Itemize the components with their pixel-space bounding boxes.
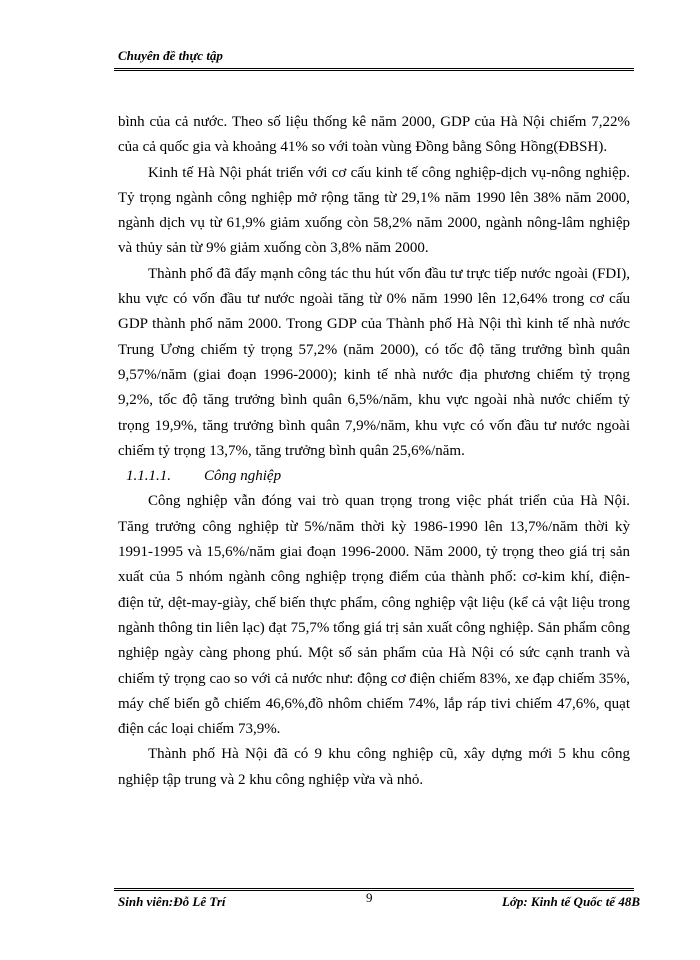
section-heading	[118, 464, 630, 489]
paragraph-industry: Công nghiệp vẫn đóng vai trò quan trọng trong việc phát triển của Hà Nội. Tăng trưởng công nghiệp từ 5%/năm thời kỳ 1986-1990 lên 13,7%/năm thời kỳ 1991-1995 và 15,6%/năm giai đoạn 1996-2000. Năm 2000, tỷ trọng theo giá trị sản xuất của 5 nhóm ngành công nghiệp trọng điểm của thành phố: cơ-kim khí, điện-điện tử, dệt-may-giày, chế biến thực phẩm, công nghiệp vật liệu (kể cả vật liệu trong ngành thông tin liên lạc) đạt 75,7% tổng giá trị sản xuất công nghiệp. Sản phẩm công nghiệp ngày càng phong phú. Một số sản phẩm của Hà Nội có sức cạnh tranh và chiếm tỷ trọng cao so với cả nước như: động cơ điện chiếm 83%, xe đạp chiếm 35%, máy chế biến gỗ chiếm 46,6%,đồ nhôm chiếm 74%, lắp ráp tivi chiếm 47,6%, quạt điện các loại chiếm 73,9%.	[118, 493, 630, 738]
header-rule	[114, 68, 634, 71]
footer-class: Lớp: Kinh tế Quốc tế 48B	[501, 894, 640, 909]
page-number: 9	[366, 890, 373, 905]
footer-rule	[114, 888, 634, 891]
paragraph-economic-structure: Kinh tế Hà Nội phát triển với cơ cấu kinh tế công nghiệp-dịch vụ-nông nghiệp. Tỷ trọng ngành công nghiệp mở rộng tăng từ 29,1% năm 1990 lên 38% năm 2000, ngành dịch vụ từ 61,9% giảm xuống còn 58,2% năm 2000, ngành nông-lâm nghiệp và thủy sản từ 9% giảm xuống còn 3,8% năm 2000.	[118, 164, 630, 257]
footer-student: Sinh viên:Đỗ Lê Trí	[118, 894, 226, 909]
page-header-title: Chuyên đề thực tập	[118, 48, 223, 63]
paragraph-continuation: bình của cả nước. Theo số liệu thống kê năm 2000, GDP của Hà Nội chiếm 7,22% của cả quốc gia và khoảng 41% so với toàn vùng Đồng bằng Sông Hồng(ĐBSH).	[118, 114, 630, 156]
paragraph-industrial-zones: Thành phố Hà Nội đã có 9 khu công nghiệp cũ, xây dựng mới 5 khu công nghiệp tập trung và 2 khu công nghiệp vừa và nhỏ.	[118, 746, 630, 788]
section-number: 1.1.1.1.	[126, 468, 171, 485]
paragraph-fdi: Thành phố đã đẩy mạnh công tác thu hút vốn đầu tư trực tiếp nước ngoài (FDI), khu vực có vốn đầu tư nước ngoài tăng từ 0% năm 1990 lên 12,64% trong cơ cấu GDP thành phố năm 2000. Trong GDP của Thành phố Hà Nội thì kinh tế nhà nước Trung Ương chiếm tỷ trọng 57,2% (năm 2000), có tốc độ tăng trưởng bình quân 9,57%/năm (giai đoạn 1996-2000); kinh tế nhà nước địa phương chiếm tỷ trọng 9,2%, tốc độ tăng trưởng bình quân 6,5%/năm, khu vực ngoài nhà nước chiếm tỷ trọng 19,9%, tăng trưởng bình quân 7,9%/năm, khu vực có vốn đầu tư nước ngoài chiếm tỷ trọng 13,7%, tăng trưởng bình quân 25,6%/năm.	[118, 265, 630, 459]
section-title: Công nghiệp	[204, 468, 282, 485]
document-body	[118, 110, 630, 793]
